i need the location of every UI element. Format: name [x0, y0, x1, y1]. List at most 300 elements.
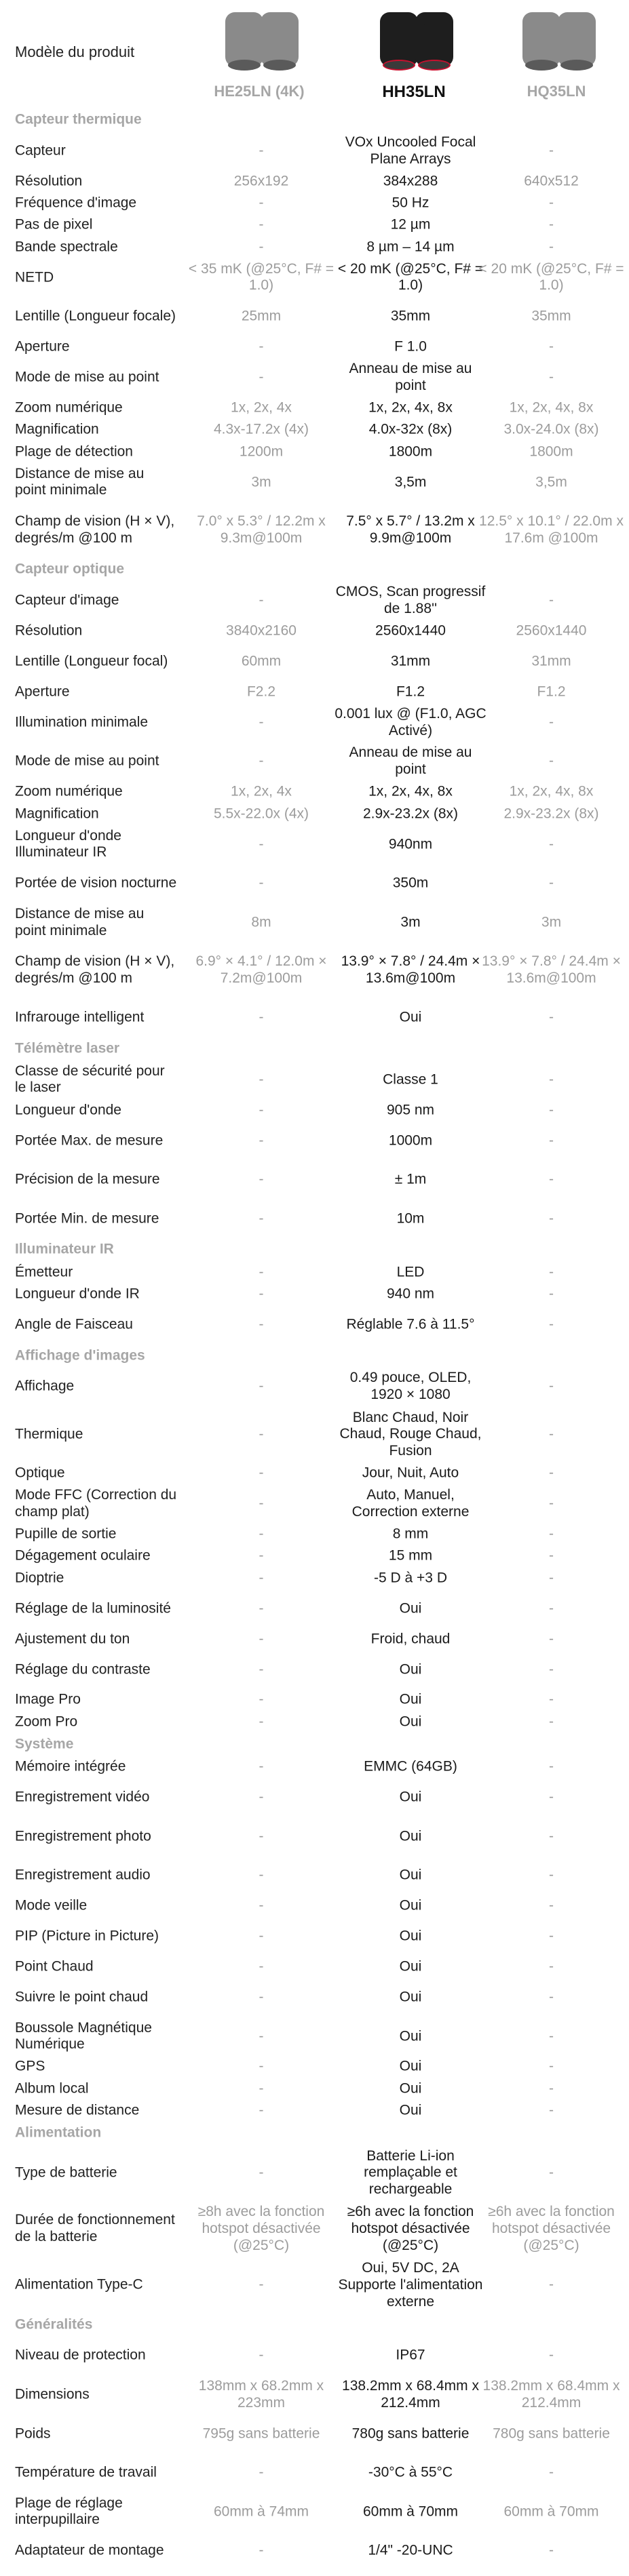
spec-row — [0, 2415, 629, 2454]
spec-row — [0, 1978, 629, 2017]
spec-label: Émetteur — [15, 1264, 73, 1280]
spec-label: Mode de mise au point — [15, 369, 159, 385]
spec-label: Album local — [15, 2080, 89, 2097]
spec-row — [0, 1568, 629, 1589]
spec-label: Réglage du contraste — [15, 1661, 151, 1678]
spec-label: Portée Max. de mesure — [15, 1132, 164, 1149]
spec-row — [0, 1484, 629, 1524]
spec-value-he25ln: - — [259, 1828, 264, 1844]
spec-label: Pupille de sortie — [15, 1526, 117, 1542]
spec-value-he25ln: - — [259, 239, 264, 255]
spec-label: Niveau de protection — [15, 2347, 146, 2364]
spec-value-hq35ln: - — [549, 1958, 554, 1975]
spec-value-hq35ln: 2.9x-23.2x (8x) — [503, 806, 599, 822]
spec-value-he25ln: - — [259, 2164, 264, 2181]
spec-row — [0, 620, 629, 642]
spec-row — [0, 1463, 629, 1484]
spec-value-he25ln: 1200m — [239, 443, 284, 460]
spec-value-hq35ln: 35mm — [531, 308, 571, 324]
spec-label: Distance de mise au point minimale — [15, 465, 145, 498]
section-title: Généralités — [15, 2316, 93, 2333]
spec-label: Optique — [15, 1465, 65, 1481]
spec-value-he25ln: - — [259, 1264, 264, 1280]
spec-value-he25ln: 60mm à 74mm — [213, 2503, 309, 2520]
spec-value-hq35ln: F1.2 — [537, 683, 566, 700]
spec-value-he25ln: - — [259, 1547, 264, 1564]
spec-label: Dimensions — [15, 2386, 90, 2402]
spec-value-he25ln: - — [259, 1713, 264, 1730]
spec-value-he25ln: - — [259, 836, 264, 852]
spec-value-he25ln: - — [259, 369, 264, 385]
spec-value-hq35ln: - — [549, 1547, 554, 1564]
spec-value-he25ln: - — [259, 2464, 264, 2480]
section-title: Affichage d'images — [15, 1347, 145, 1364]
spec-label: Distance de mise au point minimale — [15, 905, 145, 938]
spec-value-hh35ln: Oui — [399, 1828, 422, 1844]
spec-value-hq35ln: - — [549, 1426, 554, 1442]
spec-value-he25ln: - — [259, 2059, 264, 2075]
spec-value-hq35ln: - — [549, 2542, 554, 2558]
spec-row — [0, 581, 629, 620]
spec-value-he25ln: - — [259, 2276, 264, 2293]
spec-row — [0, 193, 629, 214]
spec-value-hh35ln: 350m — [392, 875, 429, 891]
spec-value-hh35ln: Blanc Chaud, Noir Chaud, Rouge Chaud, Fusion — [339, 1409, 482, 1459]
spec-label: Illumination minimale — [15, 714, 149, 730]
spec-value-hq35ln: - — [549, 1828, 554, 1844]
spec-value-hq35ln: - — [549, 369, 554, 385]
spec-value-hq35ln: - — [549, 836, 554, 852]
spec-value-hq35ln: 3m — [541, 914, 562, 930]
spec-value-hq35ln: - — [549, 2080, 554, 2097]
spec-label: Longueur d'onde IR — [15, 1286, 140, 1302]
spec-row — [0, 1368, 629, 1407]
spec-value-hq35ln: 31mm — [531, 653, 571, 669]
spec-value-hq35ln: 1x, 2x, 4x, 8x — [509, 399, 594, 416]
spec-row — [0, 1917, 629, 1956]
section-title: Capteur thermique — [15, 111, 142, 127]
binoculars-image — [212, 7, 307, 77]
spec-value-hq35ln: - — [549, 2028, 554, 2044]
spec-row — [0, 1756, 629, 1778]
spec-value-hh35ln: 7.5° x 5.7° / 13.2m x 9.9m@100m — [346, 513, 475, 546]
spec-label: Lentille (Longueur focal) — [15, 653, 168, 669]
spec-label: Mode FFC (Correction du champ plat) — [15, 1487, 177, 1520]
spec-value-hq35ln: - — [549, 1928, 554, 1944]
product-hq35ln[interactable] — [489, 0, 624, 100]
spec-label: Enregistrement audio — [15, 1867, 151, 1883]
spec-value-hq35ln: - — [549, 195, 554, 211]
spec-value-hh35ln: 138.2mm x 68.4mm x 212.4mm — [342, 2378, 479, 2411]
spec-label: Fréquence d'image — [15, 195, 137, 211]
spec-row — [0, 1061, 629, 1100]
spec-row — [0, 1122, 629, 1161]
spec-row — [0, 2145, 629, 2201]
spec-value-hh35ln: 0.49 pouce, OLED, 1920 × 1080 — [349, 1370, 472, 1403]
spec-value-hh35ln: 905 nm — [386, 1102, 435, 1118]
spec-value-he25ln: 8m — [251, 914, 271, 930]
spec-value-hq35ln: - — [549, 1009, 554, 1025]
spec-row — [0, 2531, 629, 2571]
product-header — [0, 0, 629, 108]
spec-value-hh35ln: 13.9° × 7.8° / 24.4m × 13.6m@100m — [341, 953, 480, 986]
spec-value-he25ln: 795g sans batterie — [202, 2425, 320, 2442]
spec-row — [0, 2493, 629, 2532]
spec-value-he25ln: 4.3x-17.2x (4x) — [213, 422, 309, 438]
spec-value-hq35ln: - — [549, 1495, 554, 1511]
spec-value-hh35ln: 8 mm — [392, 1526, 429, 1542]
spec-value-he25ln: - — [259, 195, 264, 211]
spec-value-he25ln: - — [259, 1378, 264, 1394]
spec-value-hh35ln: Oui — [399, 1692, 422, 1708]
spec-value-hh35ln: LED — [396, 1264, 425, 1280]
spec-value-hh35ln: Oui — [399, 1009, 422, 1025]
spec-value-hh35ln: Classe 1 — [383, 1071, 438, 1088]
spec-value-hq35ln: - — [549, 142, 554, 159]
spec-value-hq35ln: - — [549, 875, 554, 891]
spec-value-hh35ln: ≥6h avec la fonction hotspot désactivée (@25°C) — [347, 2204, 474, 2253]
spec-value-hh35ln: 2560x1440 — [375, 622, 446, 639]
spec-value-he25ln: - — [259, 338, 264, 355]
spec-value-hq35ln: - — [549, 2347, 554, 2364]
spec-value-he25ln: - — [259, 1958, 264, 1975]
spec-value-hh35ln: Oui — [399, 1661, 422, 1678]
spec-value-hh35ln: Oui — [399, 1600, 422, 1617]
spec-label: Zoom Pro — [15, 1713, 78, 1730]
product-name: HE25LN (4K) — [214, 83, 305, 100]
spec-value-he25ln: - — [259, 1071, 264, 1088]
spec-row — [0, 1589, 629, 1629]
spec-value-he25ln: - — [259, 1631, 264, 1647]
spec-value-hq35ln: < 20 mK (@25°C, F# = 1.0) — [478, 260, 624, 294]
spec-value-hh35ln: Anneau de mise au point — [349, 745, 472, 778]
spec-value-he25ln: 3m — [251, 474, 271, 490]
spec-value-hh35ln: < 20 mK (@25°C, F# = 1.0) — [337, 260, 484, 294]
spec-label: Classe de sécurité pour le laser — [15, 1063, 165, 1096]
spec-value-he25ln: < 35 mK (@25°C, F# = 1.0) — [188, 260, 335, 294]
spec-value-hq35ln: 138.2mm x 68.4mm x 212.4mm — [482, 2378, 620, 2411]
product-he25ln[interactable] — [191, 0, 327, 100]
spec-row — [0, 1160, 629, 1200]
spec-value-hq35ln: ≥6h avec la fonction hotspot désactivée (@25°C) — [488, 2204, 615, 2253]
spec-label: Capteur d'image — [15, 592, 119, 608]
spec-value-hh35ln: 1000m — [388, 1132, 433, 1149]
spec-value-hq35ln: - — [549, 1897, 554, 1914]
spec-value-he25ln: - — [259, 1171, 264, 1187]
spec-value-he25ln: - — [259, 1867, 264, 1883]
section-header — [0, 1238, 629, 1261]
spec-value-hh35ln: 1/4" -20-UNC — [368, 2542, 453, 2558]
spec-value-he25ln: 5.5x-22.0x (4x) — [213, 806, 309, 822]
spec-label: Affichage — [15, 1378, 75, 1394]
spec-value-hh35ln: 12 µm — [390, 216, 431, 233]
spec-row — [0, 1856, 629, 1895]
spec-row — [0, 2078, 629, 2100]
spec-value-hq35ln: - — [549, 1600, 554, 1617]
spec-value-hh35ln: Auto, Manuel, Correction externe — [351, 1487, 470, 1520]
spec-row — [0, 2100, 629, 2122]
spec-row — [0, 397, 629, 419]
section-header — [0, 108, 629, 132]
spec-value-hq35ln: - — [549, 714, 554, 730]
spec-value-hq35ln: - — [549, 1071, 554, 1088]
spec-label: Thermique — [15, 1426, 83, 1442]
spec-row — [0, 2056, 629, 2078]
spec-label: Plage de réglage interpupillaire — [15, 2495, 123, 2528]
spec-row — [0, 2375, 629, 2415]
spec-row — [0, 463, 629, 502]
spec-value-hq35ln: 2560x1440 — [516, 622, 587, 639]
spec-label: Lentille (Longueur focale) — [15, 308, 176, 324]
spec-value-hq35ln: - — [549, 592, 554, 608]
spec-value-hh35ln: 4.0x-32x (8x) — [368, 422, 453, 438]
spec-row — [0, 1628, 629, 1650]
spec-value-hq35ln: - — [549, 753, 554, 769]
spec-value-hq35ln: - — [549, 1789, 554, 1805]
spec-label: PIP (Picture in Picture) — [15, 1928, 159, 1944]
spec-label: Mesure de distance — [15, 2102, 140, 2118]
spec-value-hq35ln: - — [549, 1989, 554, 2005]
spec-value-hh35ln: 0.001 lux @ (F1.0, AGC Activé) — [335, 706, 487, 738]
spec-row — [0, 2257, 629, 2314]
spec-value-hh35ln: -5 D à +3 D — [374, 1570, 447, 1586]
spec-value-hq35ln: - — [549, 1378, 554, 1394]
spec-value-hh35ln: Jour, Nuit, Auto — [362, 1465, 459, 1481]
spec-value-hh35ln: Réglable 7.6 à 11.5° — [346, 1316, 475, 1332]
spec-value-hq35ln: - — [549, 2102, 554, 2118]
spec-value-he25ln: - — [259, 2028, 264, 2044]
spec-row — [0, 419, 629, 441]
spec-value-hq35ln: - — [549, 1132, 554, 1149]
spec-label: Zoom numérique — [15, 399, 123, 416]
spec-value-he25ln: - — [259, 1210, 264, 1227]
spec-value-he25ln: - — [259, 1009, 264, 1025]
spec-value-he25ln: - — [259, 142, 264, 159]
spec-label: Mode veille — [15, 1897, 88, 1914]
spec-value-hq35ln: - — [549, 1570, 554, 1586]
spec-value-he25ln: - — [259, 592, 264, 608]
spec-value-he25ln: - — [259, 216, 264, 233]
spec-label: Plage de détection — [15, 443, 133, 460]
spec-row — [0, 1406, 629, 1463]
spec-label: Poids — [15, 2425, 51, 2442]
spec-value-hh35ln: 940nm — [388, 836, 433, 852]
spec-value-he25ln: - — [259, 1316, 264, 1332]
product-hh35ln[interactable] — [346, 0, 482, 102]
spec-value-he25ln: - — [259, 1692, 264, 1708]
spec-value-he25ln: 138mm x 68.2mm x 223mm — [198, 2378, 324, 2411]
spec-label: Température de travail — [15, 2464, 157, 2480]
spec-value-hq35ln: 3.0x-24.0x (8x) — [503, 422, 599, 438]
spec-value-hq35ln: 1800m — [529, 443, 573, 460]
spec-row — [0, 1956, 629, 1978]
spec-label: Aperture — [15, 338, 70, 355]
spec-value-hh35ln: CMOS, Scan progressif de 1.88'' — [335, 584, 486, 616]
spec-label: Magnification — [15, 422, 99, 438]
spec-label: Champ de vision (H × V), degrés/m @100 m — [15, 513, 175, 546]
spec-value-hh35ln: Oui — [399, 1989, 422, 2005]
spec-value-hh35ln: ± 1m — [394, 1171, 427, 1187]
spec-label: Aperture — [15, 683, 70, 700]
spec-value-hq35ln: - — [549, 216, 554, 233]
spec-value-he25ln: - — [259, 714, 264, 730]
spec-value-hh35ln: Oui — [399, 1928, 422, 1944]
spec-label: Champ de vision (H × V), degrés/m @100 m — [15, 953, 175, 986]
spec-label: Bande spectrale — [15, 239, 118, 255]
spec-value-he25ln: ≥8h avec la fonction hotspot désactivée (@25°C) — [197, 2204, 325, 2253]
spec-row — [0, 502, 629, 558]
spec-row — [0, 2201, 629, 2257]
spec-value-he25ln: - — [259, 1989, 264, 2005]
spec-value-hq35ln: - — [549, 2464, 554, 2480]
spec-row — [0, 1895, 629, 1917]
spec-value-he25ln: F2.2 — [246, 683, 276, 700]
spec-value-hh35ln: 3,5m — [394, 474, 427, 490]
spec-row — [0, 441, 629, 463]
section-header — [0, 2122, 629, 2145]
spec-label: GPS — [15, 2059, 45, 2075]
spec-label: Type de batterie — [15, 2164, 117, 2181]
spec-value-hh35ln: Oui — [399, 2102, 422, 2118]
spec-row — [0, 825, 629, 865]
binoculars-image — [366, 7, 461, 77]
spec-label: Dioptrie — [15, 1570, 64, 1586]
spec-value-he25ln: - — [259, 1495, 264, 1511]
section-title: Illuminateur IR — [15, 1241, 114, 1257]
spec-value-hh35ln: Oui — [399, 2059, 422, 2075]
spec-value-hq35ln: 640x512 — [524, 173, 579, 189]
spec-value-hh35ln: F1.2 — [396, 683, 425, 700]
spec-value-hh35ln: 31mm — [390, 653, 431, 669]
spec-value-he25ln: - — [259, 1758, 264, 1775]
spec-value-hh35ln: Froid, chaud — [370, 1631, 451, 1647]
spec-value-he25ln: - — [259, 1570, 264, 1586]
spec-value-hh35ln: 384x288 — [383, 173, 438, 189]
spec-row — [0, 258, 629, 298]
spec-value-he25ln: - — [259, 1102, 264, 1118]
spec-label: Capteur — [15, 142, 66, 159]
section-header — [0, 558, 629, 581]
spec-value-hh35ln: 35mm — [390, 308, 431, 324]
binoculars-image — [509, 7, 604, 77]
spec-value-he25ln: - — [259, 2102, 264, 2118]
spec-value-hq35ln: 13.9° × 7.8° / 24.4m × 13.6m@100m — [482, 953, 621, 986]
spec-row — [0, 1689, 629, 1711]
product-name: HQ35LN — [527, 83, 586, 100]
spec-row — [0, 1524, 629, 1545]
spec-value-hh35ln: -30°C à 55°C — [368, 2464, 453, 2480]
spec-label: Portée de vision nocturne — [15, 875, 177, 891]
product-name: HH35LN — [382, 83, 446, 101]
spec-value-hh35ln: Oui — [399, 1897, 422, 1914]
spec-label: Infrarouge intelligent — [15, 1009, 145, 1025]
spec-row — [0, 1778, 629, 1817]
spec-value-hq35ln: - — [549, 239, 554, 255]
spec-row — [0, 642, 629, 681]
spec-row — [0, 297, 629, 336]
spec-value-hh35ln: Oui — [399, 1867, 422, 1883]
spec-label: Portée Min. de mesure — [15, 1210, 159, 1227]
spec-value-hq35ln: - — [549, 1713, 554, 1730]
section-header — [0, 1345, 629, 1368]
spec-value-he25ln: - — [259, 2347, 264, 2364]
spec-value-he25ln: - — [259, 1789, 264, 1805]
spec-row — [0, 703, 629, 742]
spec-row — [0, 132, 629, 171]
spec-value-hq35ln: - — [549, 1867, 554, 1883]
spec-row — [0, 1545, 629, 1567]
spec-value-hh35ln: Oui — [399, 1713, 422, 1730]
spec-label: Enregistrement photo — [15, 1828, 151, 1844]
spec-row — [0, 1711, 629, 1733]
spec-row — [0, 742, 629, 782]
spec-row — [0, 237, 629, 258]
spec-row — [0, 803, 629, 825]
spec-value-hh35ln: Oui — [399, 2080, 422, 2097]
spec-label: Pas de pixel — [15, 216, 93, 233]
spec-value-hq35ln: - — [549, 1210, 554, 1227]
spec-label: Durée de fonctionnement de la batterie — [15, 2212, 175, 2245]
spec-value-he25ln: 1x, 2x, 4x — [231, 399, 292, 416]
spec-row — [0, 336, 629, 358]
spec-row — [0, 1099, 629, 1121]
spec-value-hh35ln: 1x, 2x, 4x, 8x — [368, 399, 453, 416]
spec-label: Enregistrement vidéo — [15, 1789, 150, 1805]
spec-value-he25ln: - — [259, 1600, 264, 1617]
spec-value-hq35ln: - — [549, 1758, 554, 1775]
spec-value-hq35ln: 780g sans batterie — [493, 2425, 610, 2442]
spec-value-he25ln: 6.9° × 4.1° / 12.0m × 7.2m@100m — [195, 953, 327, 986]
spec-value-hh35ln: VOx Uncooled Focal Plane Arrays — [345, 134, 476, 167]
spec-value-hq35ln: 60mm à 70mm — [503, 2503, 599, 2520]
spec-value-he25ln: 1x, 2x, 4x — [231, 783, 292, 799]
spec-value-hh35ln: 60mm à 70mm — [362, 2503, 459, 2520]
spec-value-hh35ln: Batterie Li-ion remplaçable et rechargeable — [364, 2147, 457, 2198]
spec-row — [0, 2453, 629, 2493]
spec-label: Point Chaud — [15, 1958, 94, 1975]
spec-value-hq35ln: - — [549, 1102, 554, 1118]
spec-value-he25ln: - — [259, 1286, 264, 1302]
spec-row — [0, 214, 629, 236]
section-title: Système — [15, 1736, 74, 1752]
spec-value-hq35ln: 12.5° x 10.1° / 22.0m x 17.6m @100m — [479, 513, 624, 546]
spec-label: Longueur d'onde Illuminateur IR — [15, 827, 121, 860]
spec-value-hq35ln: - — [549, 1526, 554, 1542]
spec-value-he25ln: - — [259, 1526, 264, 1542]
spec-label: Angle de Faisceau — [15, 1316, 133, 1332]
spec-value-hq35ln: - — [549, 1171, 554, 1187]
spec-value-he25ln: 7.0° x 5.3° / 12.2m x 9.3m@100m — [197, 513, 326, 546]
spec-label: Réglage de la luminosité — [15, 1600, 171, 1617]
spec-value-hq35ln: - — [549, 2276, 554, 2293]
spec-value-hq35ln: 1x, 2x, 4x, 8x — [509, 783, 594, 799]
spec-value-hh35ln: 940 nm — [386, 1286, 435, 1302]
spec-value-hh35ln: 2.9x-23.2x (8x) — [362, 806, 459, 822]
spec-value-hq35ln: - — [549, 2059, 554, 2075]
spec-value-he25ln: 60mm — [241, 653, 282, 669]
spec-value-hq35ln: - — [549, 2164, 554, 2181]
spec-value-hh35ln: F 1.0 — [394, 338, 427, 355]
spec-value-he25ln: - — [259, 1897, 264, 1914]
spec-label: Boussole Magnétique Numérique — [15, 2019, 152, 2053]
spec-label: Résolution — [15, 622, 83, 639]
spec-value-he25ln: - — [259, 1426, 264, 1442]
section-header — [0, 1733, 629, 1756]
section-header — [0, 2314, 629, 2337]
spec-value-hq35ln: - — [549, 1286, 554, 1302]
spec-value-he25ln: - — [259, 1465, 264, 1481]
spec-label: Mémoire intégrée — [15, 1758, 126, 1775]
